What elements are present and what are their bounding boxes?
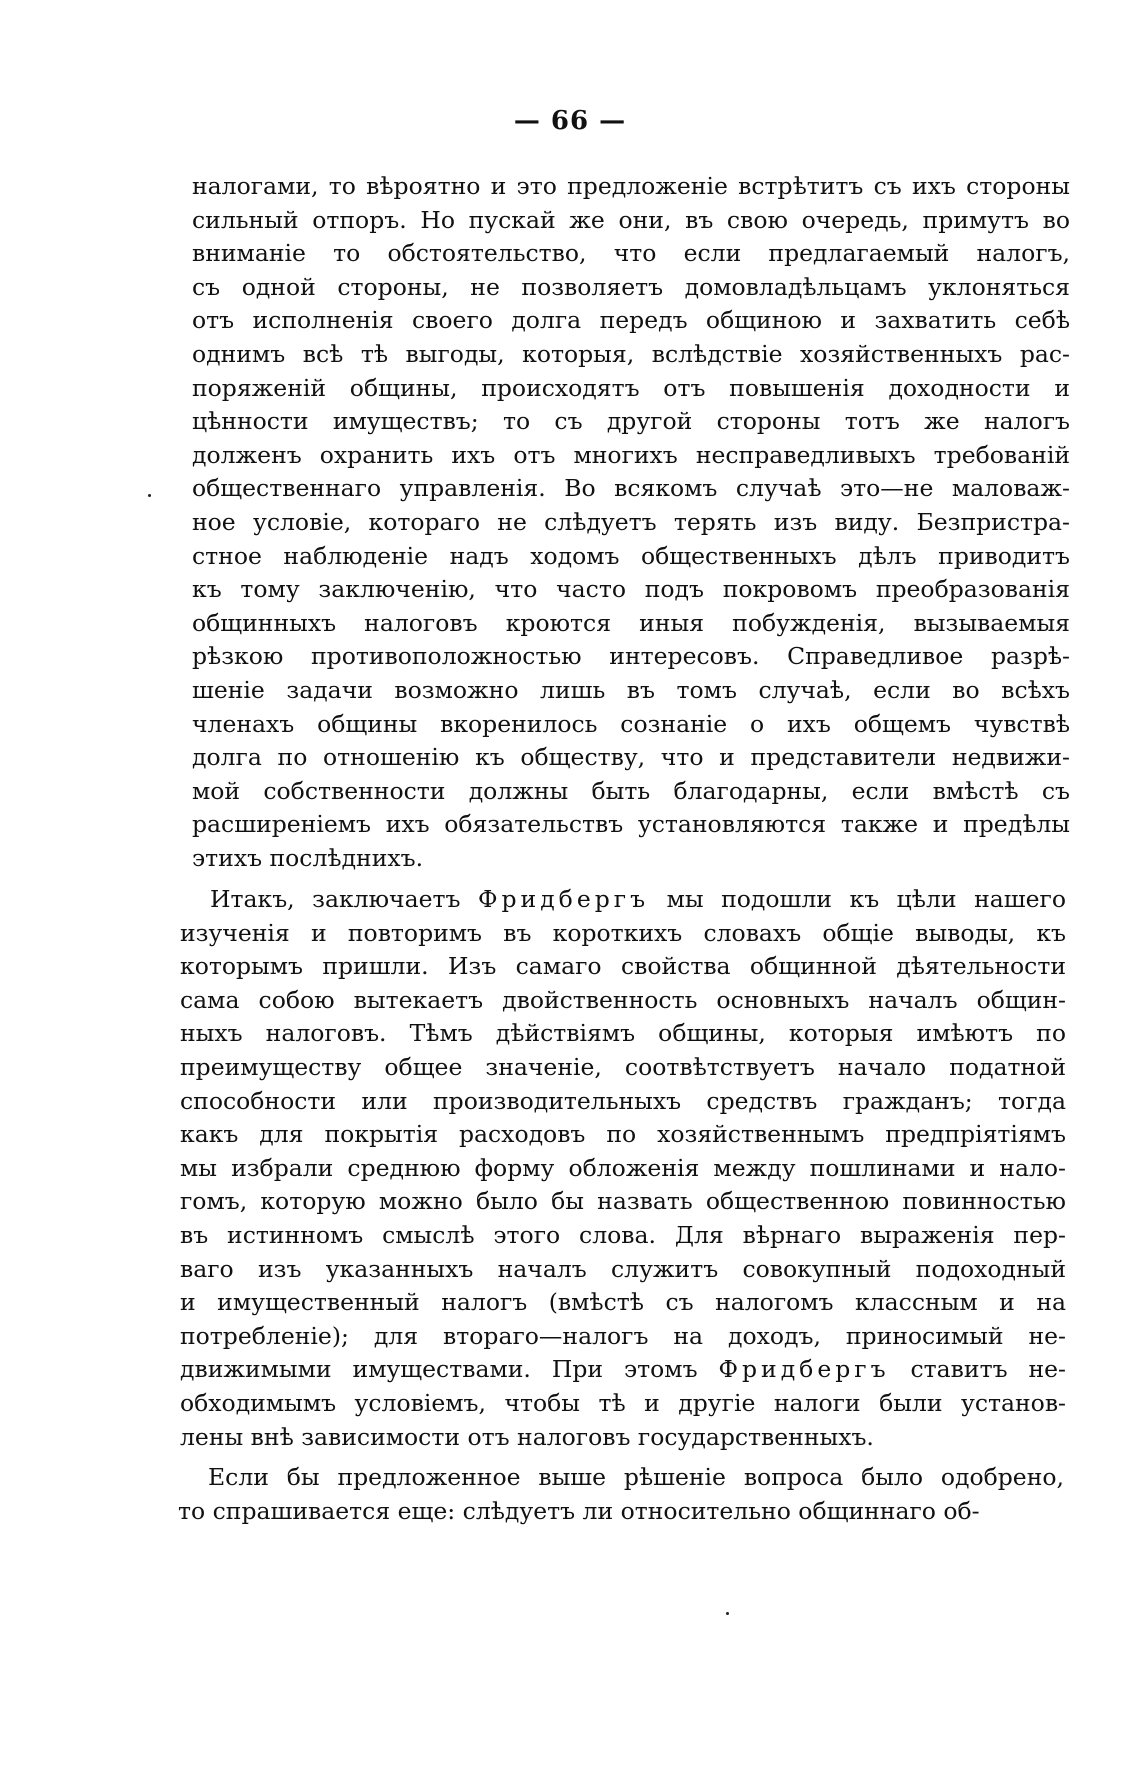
text-line: долженъ охранить ихъ отъ многихъ несправедливыхъ требованій bbox=[192, 440, 1070, 469]
text-line: отъ исполненія своего долга передъ общиною и захватить себѣ bbox=[192, 306, 1070, 335]
text-line: долга по отношенію къ обществу, что и представители недвижи- bbox=[192, 743, 1070, 772]
text-line: мой собственности должны быть благодарны, если вмѣстѣ съ bbox=[192, 776, 1070, 805]
text-line: расширеніемъ ихъ обязательствъ установляются также и предѣлы bbox=[192, 810, 1070, 839]
text-line: членахъ общины вкоренилось сознаніе о ихъ общемъ чувствѣ bbox=[192, 709, 1070, 738]
text-line: которымъ пришли. Изъ самаго свойства общинной дѣятельности bbox=[180, 952, 1066, 981]
spaced-name: Фридбергъ bbox=[718, 1355, 890, 1384]
text-line: общинныхъ налоговъ кроются иныя побужденія, вызываемыя bbox=[192, 608, 1070, 637]
text-line: гомъ, которую можно было бы назвать общественною повинностью bbox=[180, 1187, 1066, 1216]
paragraph-1 bbox=[192, 170, 1070, 875]
text-line: способности или производительныхъ средствъ гражданъ; тогда bbox=[180, 1086, 1066, 1115]
spaced-name: Фридбергъ bbox=[478, 885, 650, 913]
paragraph-3 bbox=[178, 1461, 1064, 1528]
text-line: рѣзкою противоположностью интересовъ. Справедливое разрѣ- bbox=[192, 642, 1070, 671]
text-line: ныхъ налоговъ. Тѣмъ дѣйствіямъ общины, которыя имѣютъ по bbox=[180, 1019, 1066, 1048]
text-line: къ тому заключенію, что часто подъ покровомъ преобразованія bbox=[192, 575, 1070, 604]
text-line: однимъ всѣ тѣ выгоды, которыя, вслѣдствіе хозяйственныхъ рас- bbox=[192, 339, 1070, 368]
margin-dot bbox=[148, 494, 151, 497]
margin-dot bbox=[726, 1612, 729, 1615]
text-line: сама собою вытекаетъ двойственность основныхъ началъ общин- bbox=[180, 985, 1066, 1014]
text-line: поряженій общины, происходятъ отъ повышенія доходности и bbox=[192, 373, 1070, 402]
text-line: ваго изъ указанныхъ началъ служитъ совокупный подоходный bbox=[180, 1254, 1066, 1283]
text-line: какъ для покрытія расходовъ по хозяйственнымъ предпріятіямъ bbox=[180, 1120, 1066, 1149]
text-line: стное наблюденіе надъ ходомъ общественныхъ дѣлъ приводитъ bbox=[192, 541, 1070, 570]
text-line: налогами, то вѣроятно и это предложеніе встрѣтитъ съ ихъ стороны bbox=[192, 172, 1070, 200]
text-line: мы избрали среднюю форму обложенія между пошлинами и нало- bbox=[180, 1153, 1066, 1182]
text-line: преимуществу общее значеніе, соотвѣтствуетъ начало податной bbox=[180, 1052, 1066, 1081]
text-line: изученія и повторимъ въ короткихъ словахъ общіе выводы, къ bbox=[180, 918, 1066, 947]
text-line: движимыми имуществами. При этомъ Фридбергъ ставитъ не- bbox=[180, 1355, 1066, 1384]
text-line: Если бы предложенное выше рѣшеніе вопроса было одобрено, bbox=[208, 1463, 1064, 1491]
text-line: обходимымъ условіемъ, чтобы тѣ и другіе налоги были установ- bbox=[180, 1388, 1066, 1417]
text-line: вниманіе то обстоятельство, что если предлагаемый налогъ, bbox=[192, 239, 1070, 268]
text-line: этихъ послѣднихъ. bbox=[192, 843, 424, 872]
text-line: цѣнности имуществъ; то съ другой стороны тотъ же налогъ bbox=[192, 407, 1070, 436]
text-line: то спрашивается еще: слѣдуетъ ли относительно общиннаго об- bbox=[178, 1496, 980, 1525]
text-line: потребленіе); для втораго—налогъ на доходъ, приносимый не- bbox=[180, 1321, 1066, 1350]
page-number: — 66 — bbox=[513, 106, 627, 136]
text-line: съ одной стороны, не позволяетъ домовладѣльцамъ уклоняться bbox=[192, 272, 1070, 301]
text-line: въ истинномъ смыслѣ этого слова. Для вѣрнаго выраженія пер- bbox=[180, 1220, 1066, 1249]
text-line: ное условіе, котораго не слѣдуетъ терять изъ виду. Безпристра- bbox=[192, 507, 1070, 536]
text-line: Итакъ, заключаетъ Фридбергъ мы подошли къ цѣли нашего bbox=[210, 885, 1066, 913]
text-line: сильный отпоръ. Но пускай же они, въ свою очередь, примутъ во bbox=[192, 205, 1070, 234]
text-line: общественнаго управленія. Во всякомъ случаѣ это—не маловаж- bbox=[192, 474, 1070, 503]
text-line: и имущественный налогъ (вмѣстѣ съ налогомъ классным и на bbox=[180, 1288, 1066, 1317]
paragraph-2 bbox=[180, 883, 1066, 1454]
text-line: шеніе задачи возможно лишь въ томъ случаѣ, если во всѣхъ bbox=[192, 675, 1070, 704]
text-line: лены внѣ зависимости отъ налоговъ государственныхъ. bbox=[180, 1422, 874, 1451]
